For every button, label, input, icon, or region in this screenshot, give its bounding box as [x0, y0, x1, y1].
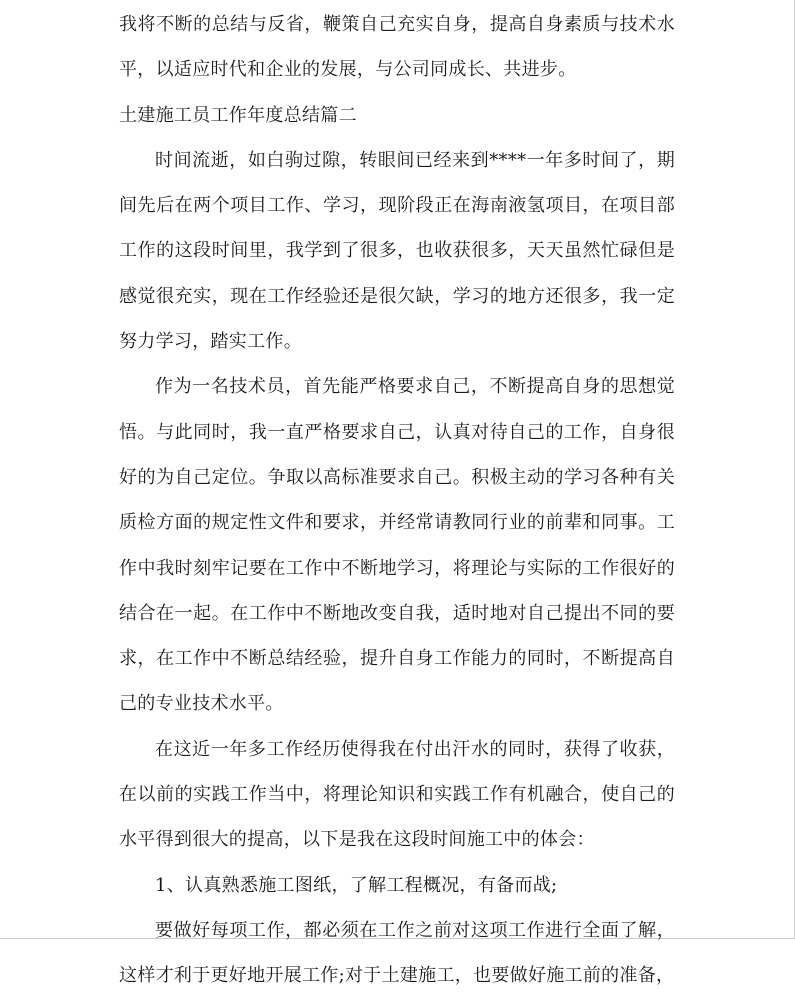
paragraph: 时间流逝，如白驹过隙，转眼间已经来到****一年多时间了，期间先后在两个项目工作、学习，现阶段正在海南液氢项目，在项目部工作的这段时间里，我学到了很多，也收获很多，天天虽然忙碌但是感觉很充实，现在工作经验还是很欠缺，学习的地方还很多，我一定努力学习，踏实工作。 [119, 149, 675, 353]
list-item-heading: 1、认真熟悉施工图纸，了解工程概况，有备而战; [155, 874, 558, 896]
paragraph: 要做好每项工作，都必须在工作之前对这项工作进行全面了解，这样才利于更好地开展工作;对于土建施工，也要做好施工前的准备， [119, 919, 675, 987]
document-body [119, 2, 675, 999]
paragraph-continued: 我将不断的总结与反省，鞭策自己充实自身，提高自身素质与技术水平，以适应时代和企业的发展，与公司同成长、共进步。 [119, 14, 675, 81]
paragraph: 作为一名技术员，首先能严格要求自己，不断提高自身的思想觉悟。与此同时，我一直严格要求自己，认真对待自己的工作，自身很好的为自己定位。争取以高标准要求自己。积极主动的学习各种有关质检方面的规定性文件和要求，并经常请教同行业的前辈和同事。工作中我时刻牢记要在工作中不断地学习，将理论与实际的工作很好的结合在一起。在工作中不断地改变自我，适时地对自己提出不同的要求，在工作中不断总结经验，提升自身工作能力的同时，不断提高自己的专业技术水平。 [119, 376, 675, 715]
paragraph: 在这近一年多工作经历使得我在付出汗水的同时，获得了收获，在以前的实践工作当中，将理论知识和实践工作有机融合，使自己的水平得到很大的提高，以下是我在这段时间施工中的体会： [119, 738, 675, 851]
section-heading: 土建施工员工作年度总结篇二 [119, 104, 357, 126]
